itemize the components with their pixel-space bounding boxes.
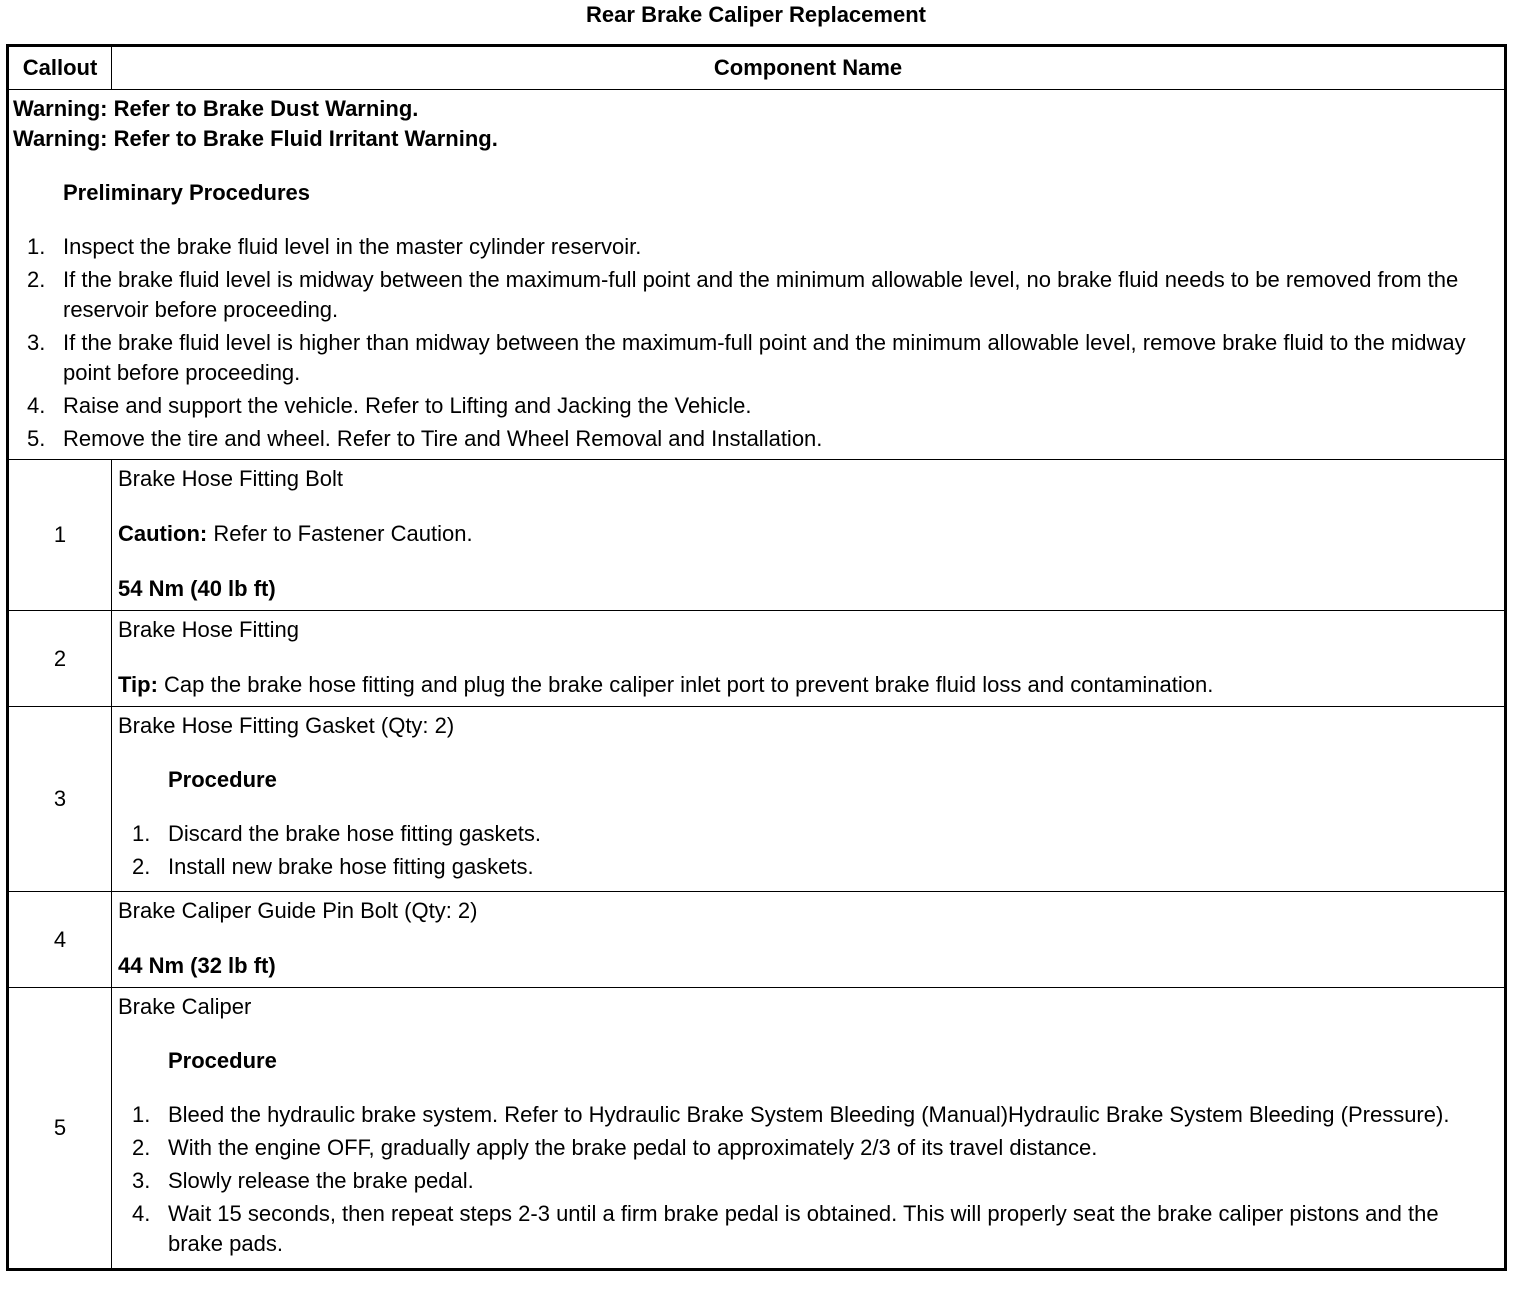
list-item <box>118 1166 1498 1196</box>
table-row <box>8 707 1506 892</box>
procedure-steps <box>118 819 1498 882</box>
table-row <box>8 611 1506 707</box>
list-item <box>118 819 1498 849</box>
list-item <box>9 328 1498 388</box>
procedure-heading: Procedure <box>168 767 277 792</box>
list-item <box>9 424 1498 454</box>
callout-cell: 4 <box>8 892 112 988</box>
table-row <box>8 460 1506 611</box>
caution-note <box>118 519 1498 549</box>
warning-brake-dust: Warning: Refer to Brake Dust Warning. <box>13 96 419 121</box>
torque-spec: 44 Nm (32 lb ft) <box>118 953 276 978</box>
component-cell <box>112 892 1506 988</box>
tip-note <box>118 670 1498 700</box>
preliminary-row <box>8 90 1506 460</box>
component-cell <box>112 707 1506 892</box>
component-name: Brake Hose Fitting Bolt <box>118 466 343 491</box>
component-cell <box>112 460 1506 611</box>
step-number: 4. <box>132 1201 151 1226</box>
callout-cell: 3 <box>8 707 112 892</box>
step-text: Discard the brake hose fitting gaskets. <box>168 821 541 846</box>
step-text: Raise and support the vehicle. Refer to Lifting and Jacking the Vehicle. <box>63 393 752 418</box>
step-text: Bleed the hydraulic brake system. Refer to Hydraulic Brake System Bleeding (Manual)Hydraulic Brake System Bleeding (Pressure). <box>168 1102 1450 1127</box>
step-number: 3. <box>27 330 46 355</box>
list-item <box>118 1199 1498 1259</box>
component-name: Brake Hose Fitting <box>118 617 299 642</box>
step-text: Install new brake hose fitting gaskets. <box>168 854 534 879</box>
step-text: Wait 15 seconds, then repeat steps 2-3 until a firm brake pedal is obtained. This will properly seat the brake caliper pistons and the brake pads. <box>168 1201 1439 1256</box>
procedure-steps <box>118 1100 1498 1259</box>
preliminary-procedures-heading: Preliminary Procedures <box>63 180 311 205</box>
list-item <box>9 265 1498 325</box>
callout-cell: 5 <box>8 988 112 1270</box>
component-name: Brake Hose Fitting Gasket (Qty: 2) <box>118 713 455 738</box>
preliminary-steps <box>9 232 1498 454</box>
tip-text: Cap the brake hose fitting and plug the brake caliper inlet port to prevent brake fluid loss and contamination. <box>157 672 1214 697</box>
step-text: Remove the tire and wheel. Refer to Tire and Wheel Removal and Installation. <box>63 426 823 451</box>
preliminary-cell <box>8 90 1506 460</box>
document-title: Rear Brake Caliper Replacement <box>586 2 926 27</box>
callout-cell: 1 <box>8 460 112 611</box>
step-number: 5. <box>27 426 46 451</box>
component-cell <box>112 988 1506 1270</box>
component-name: Brake Caliper Guide Pin Bolt (Qty: 2) <box>118 898 478 923</box>
step-number: 1. <box>132 1102 151 1127</box>
callout-cell: 2 <box>8 611 112 707</box>
warning-brake-fluid: Warning: Refer to Brake Fluid Irritant Warning. <box>13 126 498 151</box>
step-number: 1. <box>27 234 46 259</box>
table-row <box>8 988 1506 1270</box>
step-text: If the brake fluid level is higher than midway between the maximum-full point and the minimum allowable level, remove brake fluid to the midway point before proceeding. <box>63 330 1466 385</box>
list-item <box>9 232 1498 262</box>
step-number: 2. <box>132 1135 151 1160</box>
header-row <box>8 46 1506 90</box>
step-text: Inspect the brake fluid level in the master cylinder reservoir. <box>63 234 642 259</box>
step-text: Slowly release the brake pedal. <box>168 1168 474 1193</box>
list-item <box>118 1133 1498 1163</box>
torque-spec: 54 Nm (40 lb ft) <box>118 576 276 601</box>
step-number: 2. <box>27 267 46 292</box>
component-name: Brake Caliper <box>118 994 252 1019</box>
procedure-table <box>6 44 1507 1271</box>
step-number: 3. <box>132 1168 151 1193</box>
list-item <box>9 391 1498 421</box>
caution-text: Refer to Fastener Caution. <box>207 521 473 546</box>
list-item <box>118 852 1498 882</box>
callout-header: Callout <box>8 46 112 90</box>
component-name-header: Component Name <box>112 46 1506 90</box>
step-text: If the brake fluid level is midway between the maximum-full point and the minimum allowable level, no brake fluid needs to be removed from the reservoir before proceeding. <box>63 267 1459 322</box>
caution-label: Caution: <box>118 521 208 546</box>
procedure-heading: Procedure <box>168 1048 277 1073</box>
step-number: 4. <box>27 393 46 418</box>
tip-label: Tip: <box>118 672 158 697</box>
step-number: 2. <box>132 854 151 879</box>
step-text: With the engine OFF, gradually apply the brake pedal to approximately 2/3 of its travel distance. <box>168 1135 1098 1160</box>
component-cell <box>112 611 1506 707</box>
step-number: 1. <box>132 821 151 846</box>
table-row <box>8 892 1506 988</box>
list-item <box>118 1100 1498 1130</box>
